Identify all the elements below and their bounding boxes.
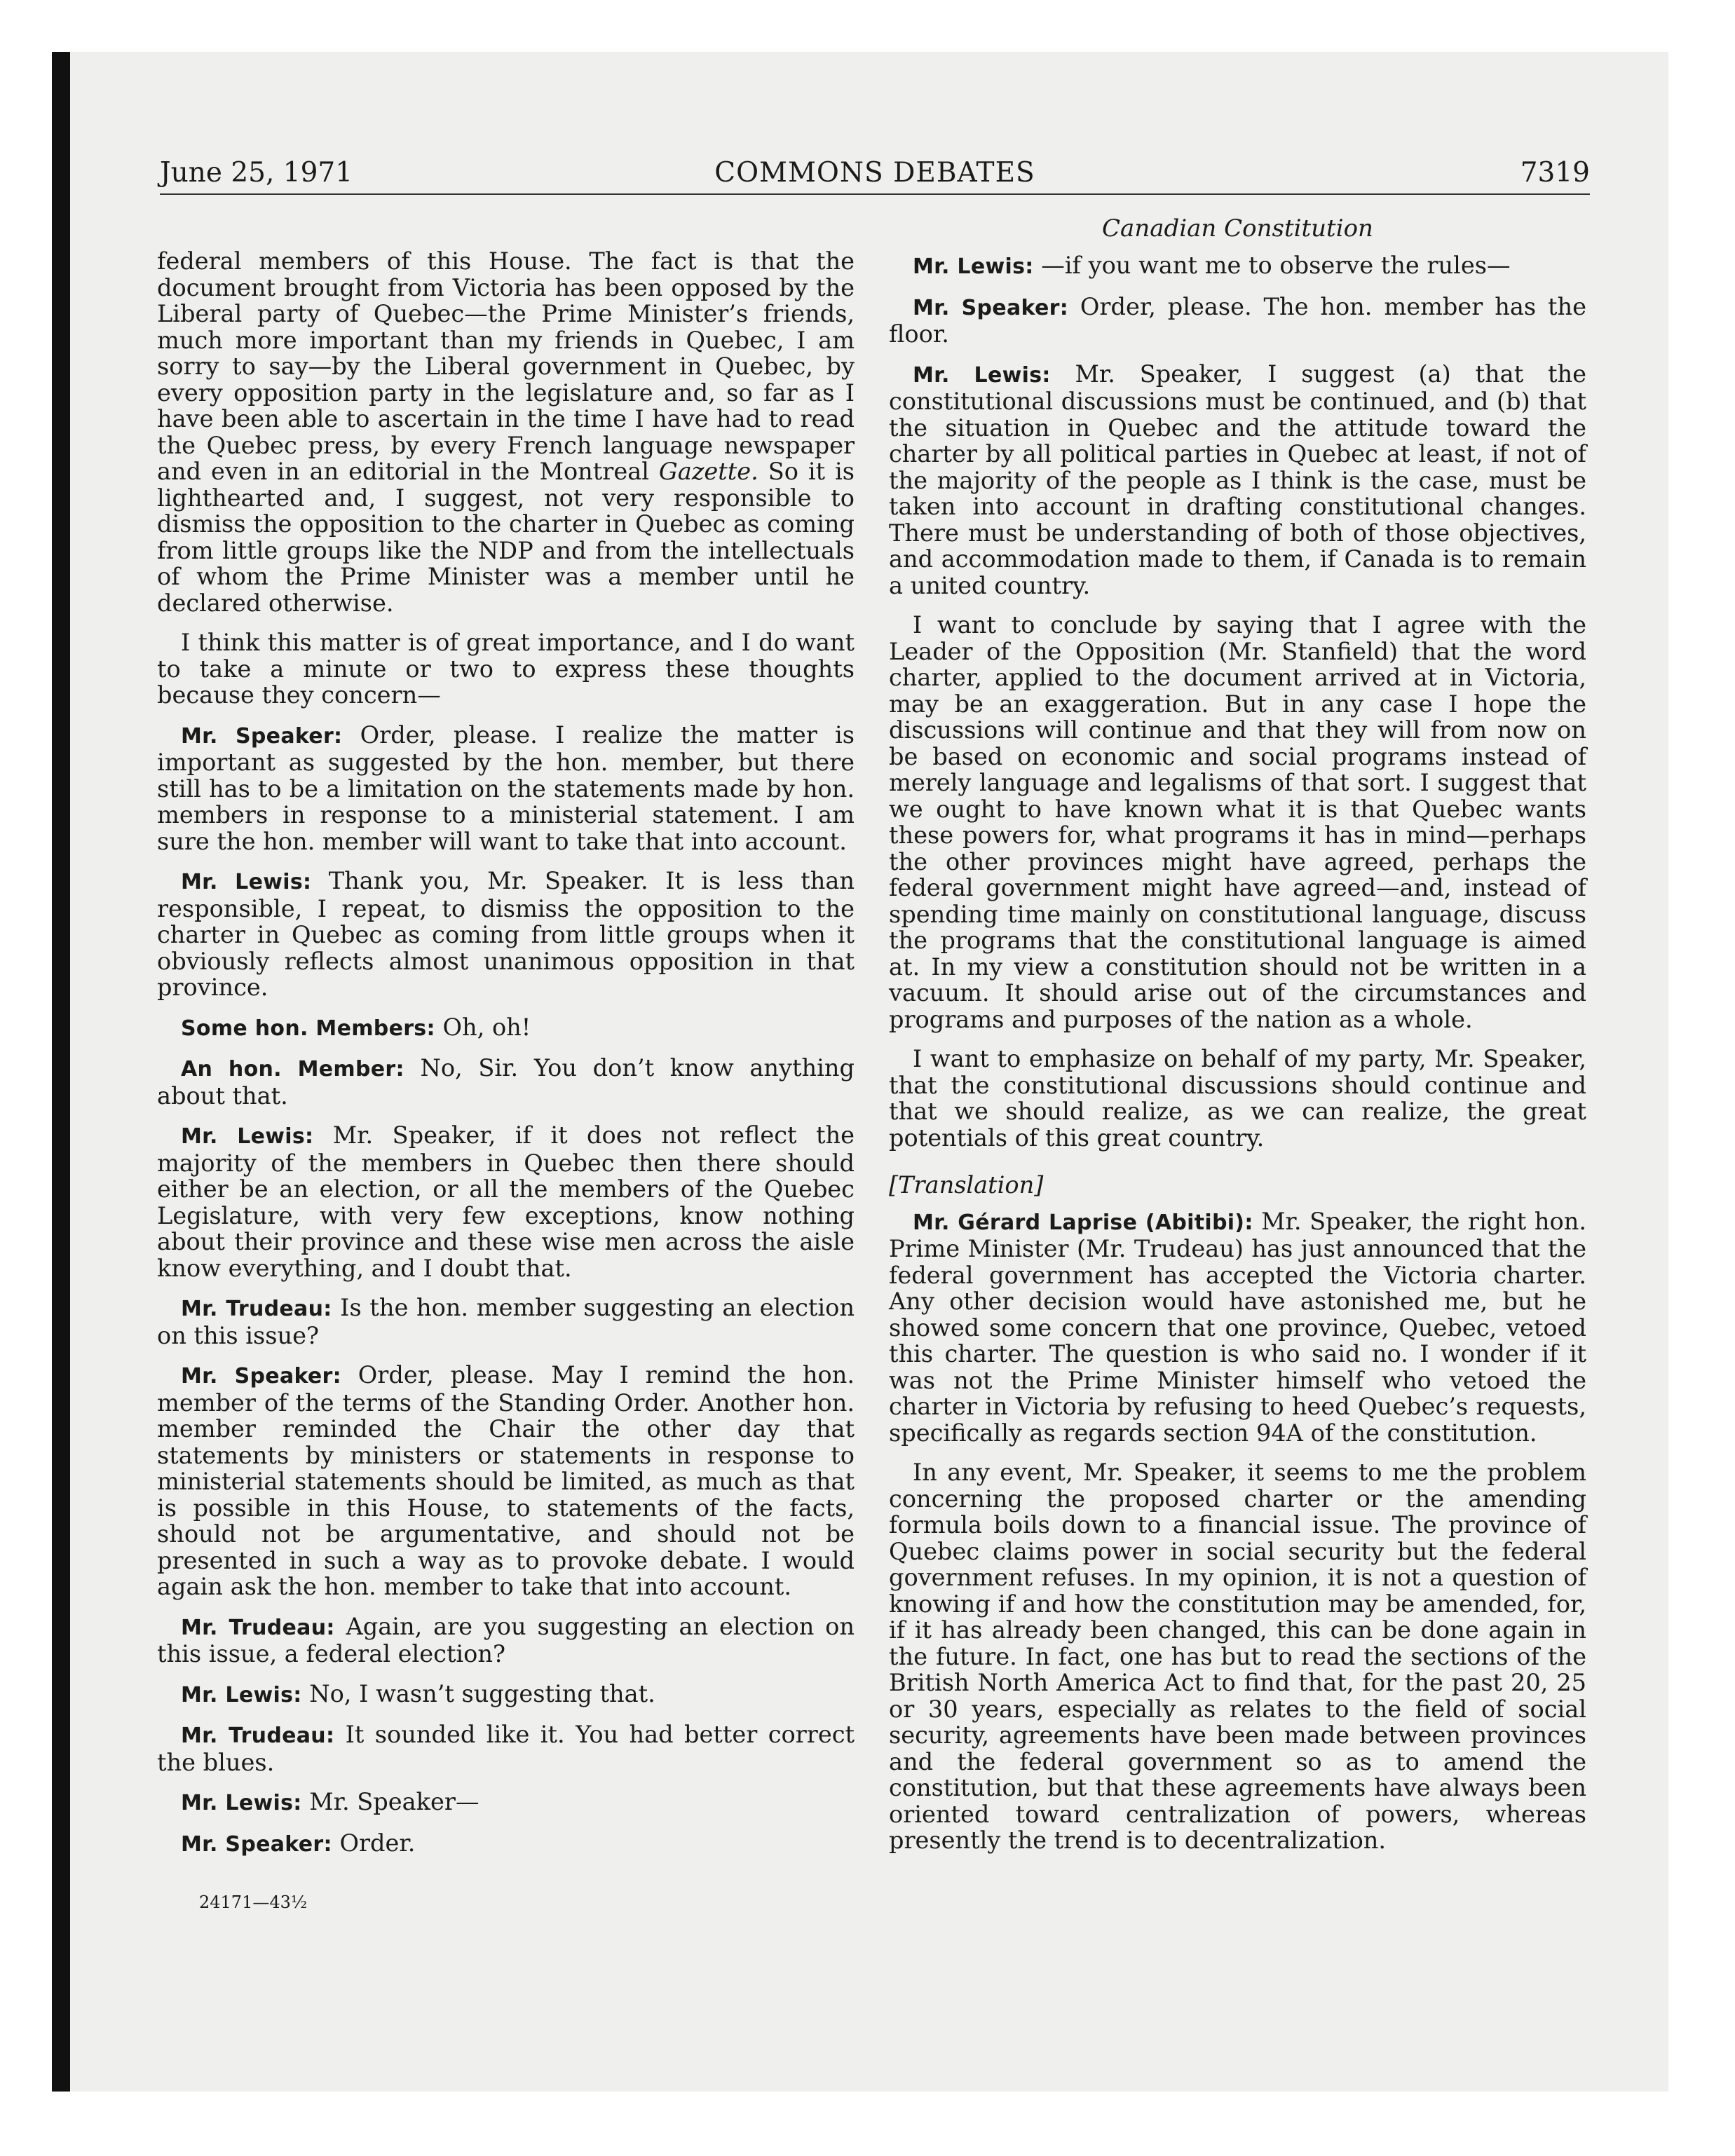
paragraph: I want to conclude by saying that I agree with the Leader of the Opposition (Mr. Stanfield) that the word charter, applied to the document arrived at in Victoria, may be an exaggeration. But in any case I hope the discussions will continue and that they will from now on be based on economic and social programs instead of merely language and legalisms of that sort. I suggest that we ought to have known what it is that Quebec wants these powers for, what programs it has in mind—perhaps the other provinces might have agreed, perhaps the federal government might have agreed—and, instead of spending time mainly on constitutional language, discuss the programs that the constitutional language is aimed at. In my view a constitution should not be written in a vacuum. It should arise out of the circumstances and programs and purposes of the nation as a whole. [889, 611, 1586, 1033]
scan-edge-bar [52, 52, 70, 2092]
header-title: COMMONS DEBATES [714, 157, 1035, 189]
paragraph: Some hon. Members: Oh, oh! [181, 1013, 531, 1041]
speaker-name: Mr. Gérard Laprise (Abitibi): [913, 1210, 1253, 1235]
paragraph: An hon. Member: No, Sir. You don’t know anything about that. [157, 1054, 855, 1110]
paragraph: Mr. Trudeau: It sounded like it. You had better correct the blues. [157, 1721, 855, 1776]
paragraph: Mr. Speaker: Order. [181, 1829, 416, 1857]
speaker-name: Mr. Trudeau: [181, 1297, 332, 1321]
speaker-name: Mr. Speaker: [181, 723, 343, 749]
paragraph: Mr. Gérard Laprise (Abitibi): Mr. Speaker, the right hon. Prime Minister (Mr. Trudeau) has just announced that the federal government has accepted the Victoria charter. Any other decision would have astonished me, but he showed some concern that one province, Quebec, vetoed this charter. The question is who said no. I wonder if it was not the Prime Minister himself who vetoed the charter in Victoria by refusing to heed Quebec’s requests, specifically as regards section 94A of the constitution. [889, 1207, 1586, 1447]
speaker-name: Mr. Lewis: [181, 1682, 302, 1707]
paragraph: I want to emphasize on behalf of my party, Mr. Speaker, that the constitutional discussions should continue and that we should realize, as we can realize, the great potentials of this great country. [889, 1045, 1586, 1152]
page-header [160, 156, 1590, 195]
paragraph: Mr. Speaker: Order, please. The hon. member has the floor. [889, 292, 1586, 348]
print-code: 24171—43½ [199, 1892, 308, 1912]
speaker-name: An hon. Member: [181, 1057, 404, 1082]
paragraph: Mr. Lewis: —if you want me to observe the rules— [913, 252, 1511, 279]
paragraph: Mr. Lewis: Mr. Speaker, if it does not reflect the majority of the members in Quebec then there should either be an election, or all the members of the Quebec Legislature, with very few exceptions, know nothing about their province and these wise men across the aisle know everything, and I doubt that. [157, 1121, 855, 1282]
left-column [157, 248, 855, 1871]
paragraph: federal members of this House. The fact is that the document brought from Victoria has been opposed by the Liberal party of Quebec—the Prime Minister’s friends, much more important than my friends in Quebec, I am sorry to say—by the Liberal government in Quebec, by every opposition party in the legislature and, so far as I have been able to ascertain in the time I have had to read the Quebec press, by every French language newspaper and even in an editorial in the Montreal Gazette. So it is lighthearted and, I suggest, not very responsible to dismiss the opposition to the charter in Quebec as coming from little groups like the NDP and from the intellectuals of whom the Prime Minister was a member until he declared otherwise. [157, 247, 855, 617]
paragraph: Mr. Lewis: Mr. Speaker— [181, 1788, 479, 1815]
header-date: June 25, 1971 [160, 157, 353, 189]
paragraph: Mr. Trudeau: Is the hon. member suggesting an election on this issue? [157, 1294, 855, 1349]
paragraph: Mr. Speaker: Order, please. I realize the matter is important as suggested by the hon. member, but there still has to be a limitation on the statements made by hon. members in response to a ministerial statement. I am sure the hon. member will want to take that into account. [157, 721, 855, 855]
speaker-name: Mr. Lewis: [181, 870, 312, 894]
paragraph: Mr. Lewis: No, I wasn’t suggesting that. [181, 1679, 655, 1707]
speaker-name: Mr. Trudeau: [181, 1724, 335, 1748]
speaker-name: Mr. Lewis: [181, 1791, 302, 1815]
paragraph: Mr. Lewis: Mr. Speaker, I suggest (a) that the constitutional discussions must be continued, and (b) that the situation in Quebec and the attitude toward the charter by all political parties in Quebec at least, if not of the majority of the people as I think is the case, must be taken into account in drafting constitutional changes. There must be understanding of both of those objectives, and accommodation made to them, if Canada is to remain a united country. [889, 360, 1586, 599]
speaker-name: Mr. Speaker: [181, 1831, 332, 1857]
speaker-name: Mr. Lewis: [913, 362, 1051, 388]
speaker-name: Mr. Speaker: [181, 1364, 341, 1389]
paragraph: Mr. Speaker: Order, please. May I remind the hon. member of the terms of the Standing Order. Another hon. member reminded the Chair the other day that statements by ministers or statements in response to ministerial statements should be limited, as much as that is possible in this House, to statements of the facts, should not be argumentative, and should not be presented in such a way as to provoke debate. I would again ask the hon. member to take that into account. [157, 1361, 855, 1600]
paragraph: In any event, Mr. Speaker, it seems to me the problem concerning the proposed charter or the amending formula boils down to a financial issue. The province of Quebec claims power in social security but the federal government refuses. In my opinion, it is not a question of knowing if and how the constitution may be amended, for, if it has already been changed, this can be done again in the future. In fact, one has but to read the sections of the British North America Act to find that, for the past 20, 25 or 30 years, especially as relates to the field of social security, agreements have been made between provinces and the federal government so as to amend the constitution, but that these agreements have always been oriented toward centralization of powers, whereas presently the trend is to decentralization. [889, 1459, 1586, 1854]
section-heading: Canadian Constitution [1102, 214, 1373, 243]
speaker-name: Mr. Speaker: [913, 295, 1068, 320]
header-page-number: 7319 [1520, 157, 1590, 189]
paragraph: Mr. Trudeau: Again, are you suggesting an election on this issue, a federal election? [157, 1612, 855, 1667]
speaker-name: Some hon. Members: [181, 1016, 435, 1041]
right-column [889, 252, 1586, 1867]
translation-label: [Translation] [889, 1171, 1044, 1199]
speaker-name: Mr. Trudeau: [181, 1615, 335, 1640]
speaker-name: Mr. Lewis: [913, 254, 1034, 279]
paragraph: Mr. Lewis: Thank you, Mr. Speaker. It is less than responsible, I repeat, to dismiss the opposition to the charter in Quebec as coming from little groups when it obviously reflects almost unanimous opposition in that province. [157, 867, 855, 1001]
paragraph: I think this matter is of great importance, and I do want to take a minute or two to express these thoughts because they concern— [157, 629, 855, 709]
speaker-name: Mr. Lewis: [181, 1124, 314, 1149]
